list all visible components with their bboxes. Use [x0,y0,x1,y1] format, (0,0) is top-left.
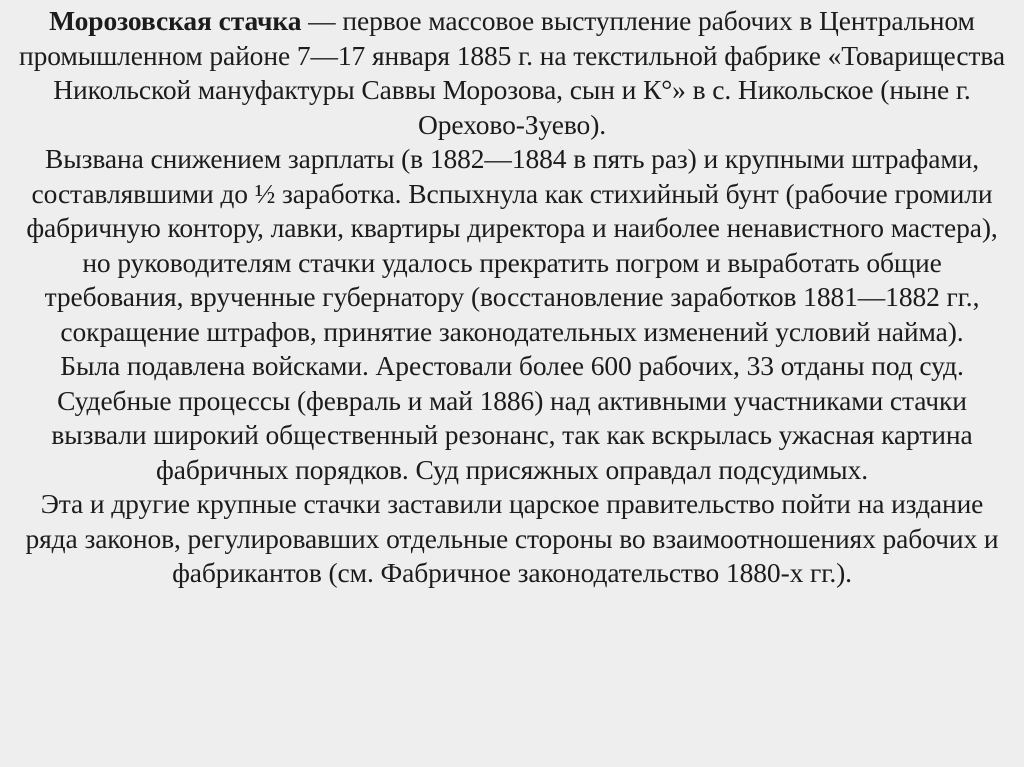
article-text [14,4,1010,591]
paragraph-consequences: Эта и другие крупные стачки заставили царское правительство пойти на издание ряда законов, регулировавших отдельные стороны во взаимоотношениях рабочих и фабрикантов (см. Фабричное законодательство 1880-х гг.). [25,488,999,588]
term-heading: Морозовская стачка [49,5,302,36]
paragraph-suppression: Была подавлена войсками. Арестовали более 600 рабочих, 33 отданы под суд. Судебные процессы (февраль и май 1886) над активными участниками стачки вызвали широкий общественный резонанс, так как вскрылась ужасная картина фабричных порядков. Суд присяжных оправдал подсудимых. [51,350,973,485]
paragraph-causes: Вызвана снижением зарплаты (в 1882—1884 в пять раз) и крупными штрафами, составлявшими до ½ заработка. Вспыхнула как стихийный бунт (рабочие громили фабричную контору, лавки, квартиры директора и наиболее ненавистного мастера), но руководителям стачки удалось прекратить погром и выработать общие требования, врученные губернатору (восстановление заработков 1881—1882 гг., сокращение штрафов, принятие законодательных изменений условий найма). [26,143,998,347]
definition-text: — первое массовое выступление рабочих в Центральном промышленном районе 7—17 января 1885 г. на текстильной фабрике «Товарищества Никольской мануфактуры Саввы Морозова, сын и К°» в с. Никольское (ныне г. Орехово-Зуево). [19,5,1005,140]
paragraph-definition [14,4,1010,142]
